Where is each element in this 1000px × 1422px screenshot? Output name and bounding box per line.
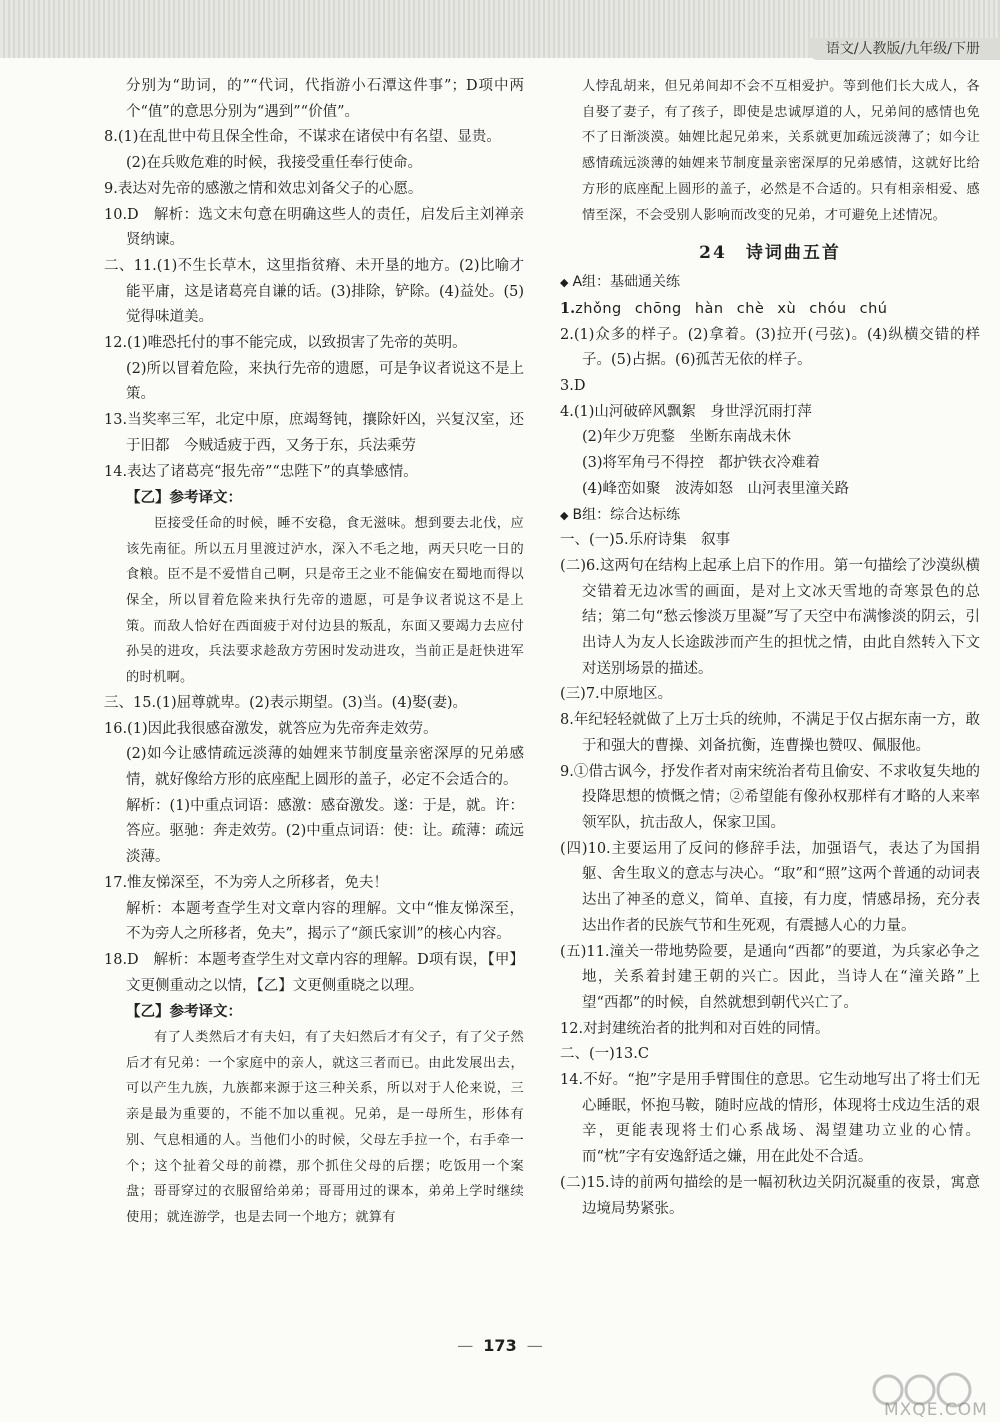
answer-line: (3)将军角弓不得控 都护铁衣冷难着 — [582, 455, 821, 472]
answer-line: 分别为“助词，的”“代词，代指游小石潭这件事”；D项中两个“值”的意思分别为“遇到”“价值”。 — [126, 78, 524, 120]
answer-item — [560, 296, 980, 323]
group-b-label: B组：综合达标练 — [572, 506, 681, 523]
diamond-icon: ◆ — [560, 276, 569, 290]
answer-item: 3.D — [560, 378, 586, 395]
left-column — [104, 74, 524, 1231]
translation-heading: 【乙】参考译文： — [126, 489, 242, 507]
right-column — [560, 74, 980, 1222]
answer-item: 二、(一)13.C — [560, 1046, 649, 1063]
answer-item: 13.当奖率三军，北定中原，庶竭驽钝，攘除奸凶，兴复汉室，还于旧都 今贼适疲于西，又务于东，兵法乘劳 — [104, 412, 524, 454]
translation-text: 臣接受任命的时候，睡不安稳，食无滋味。想到要去北伐，应该先南征。所以五月里渡过泸水，深入不毛之地，两天只吃一日的食粮。臣不是不爱惜自己啊，只是帝王之业不能偏安在蜀地而得以保全，所以冒着危险来执行先帝的遗愿，可是争议者说这不是上策。而敌人恰好在西面疲于对付边县的叛乱，东面又要竭力去应付孙吴的进攻，兵法要求趁敌方劳困时发动进攻，当前正是赶快进军的时机啊。 — [126, 515, 524, 686]
watermark-text: MXQE.COM — [884, 1400, 988, 1420]
answer-item: 17.惟友悌深至，不为旁人之所移者，免夫！ — [104, 874, 389, 891]
answer-item: (四)10.主要运用了反问的修辞手法，加强语气，表达了为国捐躯、舍生取义的意志与决心。“取”和“照”这两个普通的动词表达出了神圣的意义，简单、直接，有力度，情感昂扬，充分表达出作者的民族气节和生死观，有震撼人心的力量。 — [560, 840, 980, 934]
divider: — — [457, 1336, 474, 1355]
answer-item: (二)6.这两句在结构上起承上启下的作用。第一句描绘了沙漠纵横交错着无边冰雪的画面，是对上文冰天雪地的奇寒景色的总结；第二句“愁云惨淡万里凝”写了天空中布满惨淡的阴云，引出诗人为友人长途跋涉而产生的担忧之情，由此自然转入下文对送别场景的描述。 — [560, 557, 980, 677]
answer-item: 9.①借古讽今，抒发作者对南宋统治者苟且偷安、不求收复失地的投降思想的愤慨之情；②希望能有像孙权那样有才略的人来率领军队，抗击敌人，保家卫国。 — [560, 763, 980, 831]
answer-item: 8.年纪轻轻就做了上万士兵的统帅，不满足于仅占据东南一方，敢于和强大的曹操、刘备抗衡，连曹操也赞叹、佩服他。 — [560, 712, 980, 754]
answer-item: (三)7.中原地区。 — [560, 686, 673, 703]
answer-item: 8.(1)在乱世中苟且保全性命，不谋求在诸侯中有名望、显贵。 — [104, 129, 501, 146]
answer-item: 2.(1)众多的样子。(2)拿着。(3)拉开(弓弦)。(4)纵横交错的样子。(5)占据。(6)孤苦无依的样子。 — [560, 326, 980, 369]
group-a-heading — [560, 270, 980, 296]
answer-line: (2)年少万兜鍪 坐断东南战未休 — [582, 429, 792, 446]
translation-text: 有了人类然后才有夫妇，有了夫妇然后才有父子，有了父子然后才有兄弟：一个家庭中的亲人，就这三者而已。由此发展出去，可以产生九族，九族都来源于这三种关系，所以对于人伦来说，三亲是最为重要的，不能不加以重视。兄弟，是一母所生，形体有别、气息相通的人。当他们小的时候，父母左手拉一个，右手牵一个；这个扯着父母的前襟，那个抓住父母的后摆；吃饭用一个案盘；哥哥穿过的衣服留给弟弟；哥哥用过的课本，弟弟上学时继续使用；就连游学，也是去同一个地方；就算有 — [126, 1030, 524, 1225]
answer-item: 一、(一)5.乐府诗集 叙事 — [560, 532, 731, 549]
page-number-row — [0, 1336, 1000, 1355]
answer-line: (2)如今让感情疏远淡薄的妯娌来节制度量亲密深厚的兄弟感情，就好像给方形的底座配上圆形的盖子，必定不会适合的。 — [126, 746, 524, 788]
answer-item: (五)11.潼关一带地势险要，是通向“西都”的要道，为兵家必争之地，关系着封建王朝的兴亡。因此，当诗人在“潼关路”上望“西都”的时候，自然就想到朝代兴亡了。 — [560, 943, 980, 1011]
answer-line: (2)在兵败危难的时候，我接受重任奉行使命。 — [126, 155, 423, 172]
answer-item: 16.(1)因此我很感奋激发，就答应为先帝奔走效劳。 — [104, 720, 438, 737]
page-number: 173 — [483, 1336, 517, 1355]
answer-item: 12.对封建统治者的批判和对百姓的同情。 — [560, 1020, 830, 1037]
answer-item: (二)15.诗的前两句描绘的是一幅初秋边关阴沉凝重的夜景，寓意边境局势紧张。 — [560, 1174, 980, 1217]
analysis-text: 解析：(1)中重点词语：感激：感奋激发。遂：于是，就。许：答应。驱驰：奔走效劳。(2)中重点词语：使：让。疏薄：疏远淡薄。 — [126, 797, 524, 866]
diamond-icon: ◆ — [560, 508, 569, 522]
group-b-heading — [560, 503, 980, 529]
lesson-title: 24 诗词曲五首 — [699, 243, 841, 264]
answer-item: 9.表达对先帝的感激之情和效忠刘备父子的心愿。 — [104, 180, 423, 197]
translation-text: 人悖乱胡来，但兄弟间却不会不互相爱护。等到他们长大成人，各自娶了妻子，有了孩子，即使是忠诚厚道的人，兄弟间的感情也免不了日渐淡漠。妯娌比起兄弟来，关系就更加疏远淡薄了；如今让感情疏远淡薄的妯娌来节制度量亲密深厚的兄弟感情，这就好比给方形的底座配上圆形的盖子，必然是不合适的。只有相亲相爱、感情至深，不会受别人影响而改变的兄弟，才可避免上述情况。 — [582, 79, 980, 223]
subject-tag: 语文/人教版/九年级/下册 — [808, 38, 1000, 60]
answer-line: (2)所以冒着危险，来执行先帝的遗愿，可是争议者说这不是上策。 — [126, 360, 524, 403]
answer-item: 18.D 解析：本题考查学生对文章内容的理解。D项有误，【甲】文更侧重动之以情，【乙】文更侧重晓之以理。 — [104, 951, 524, 994]
item-number: 1. — [560, 299, 576, 317]
group-a-label: A组：基础通关练 — [572, 274, 681, 291]
answer-line: (4)峰峦如聚 波涛如怒 山河表里潼关路 — [582, 480, 850, 497]
answer-item: 12.(1)唯恐托付的事不能完成，以致损害了先帝的英明。 — [104, 335, 467, 352]
answer-item: 二、11.(1)不生长草木，这里指贫瘠、未开垦的地方。(2)比喻才能平庸，这是诸葛亮自谦的话。(3)排除，铲除。(4)益处。(5)觉得味道美。 — [104, 257, 524, 326]
answer-item: 14.不好。“抱”字是用手臂围住的意思。它生动地写出了将士们无心睡眠，怀抱马鞍，随时应战的情形，体现将士戍边生活的艰辛，更能表现将士们心系战场、渴望建功立业的心情。而“枕”字有安逸舒适之嫌，用在此处不合适。 — [560, 1072, 980, 1166]
answer-item: 三、15.(1)屈尊就卑。(2)表示期望。(3)当。(4)娶(妻)。 — [104, 694, 468, 711]
answer-item: 14.表达了诸葛亮“报先帝”“忠陛下”的真挚感情。 — [104, 463, 418, 480]
answer-item: 10.D 解析：选文末句意在明确这些人的责任，启发后主刘禅亲贤纳谏。 — [104, 206, 524, 249]
divider: — — [526, 1336, 543, 1355]
translation-heading: 【乙】参考译文： — [126, 1003, 242, 1021]
analysis-text: 解析：本题考查学生对文章内容的理解。文中“惟友悌深至，不为旁人之所移者，免夫”，揭示了“颜氏家训”的核心内容。 — [126, 900, 524, 943]
pinyin-answers: zhǒng chōng hàn chè xù chóu chú — [575, 300, 888, 317]
answer-item: 4.(1)山河破碎风飘絮 身世浮沉雨打萍 — [560, 403, 812, 420]
